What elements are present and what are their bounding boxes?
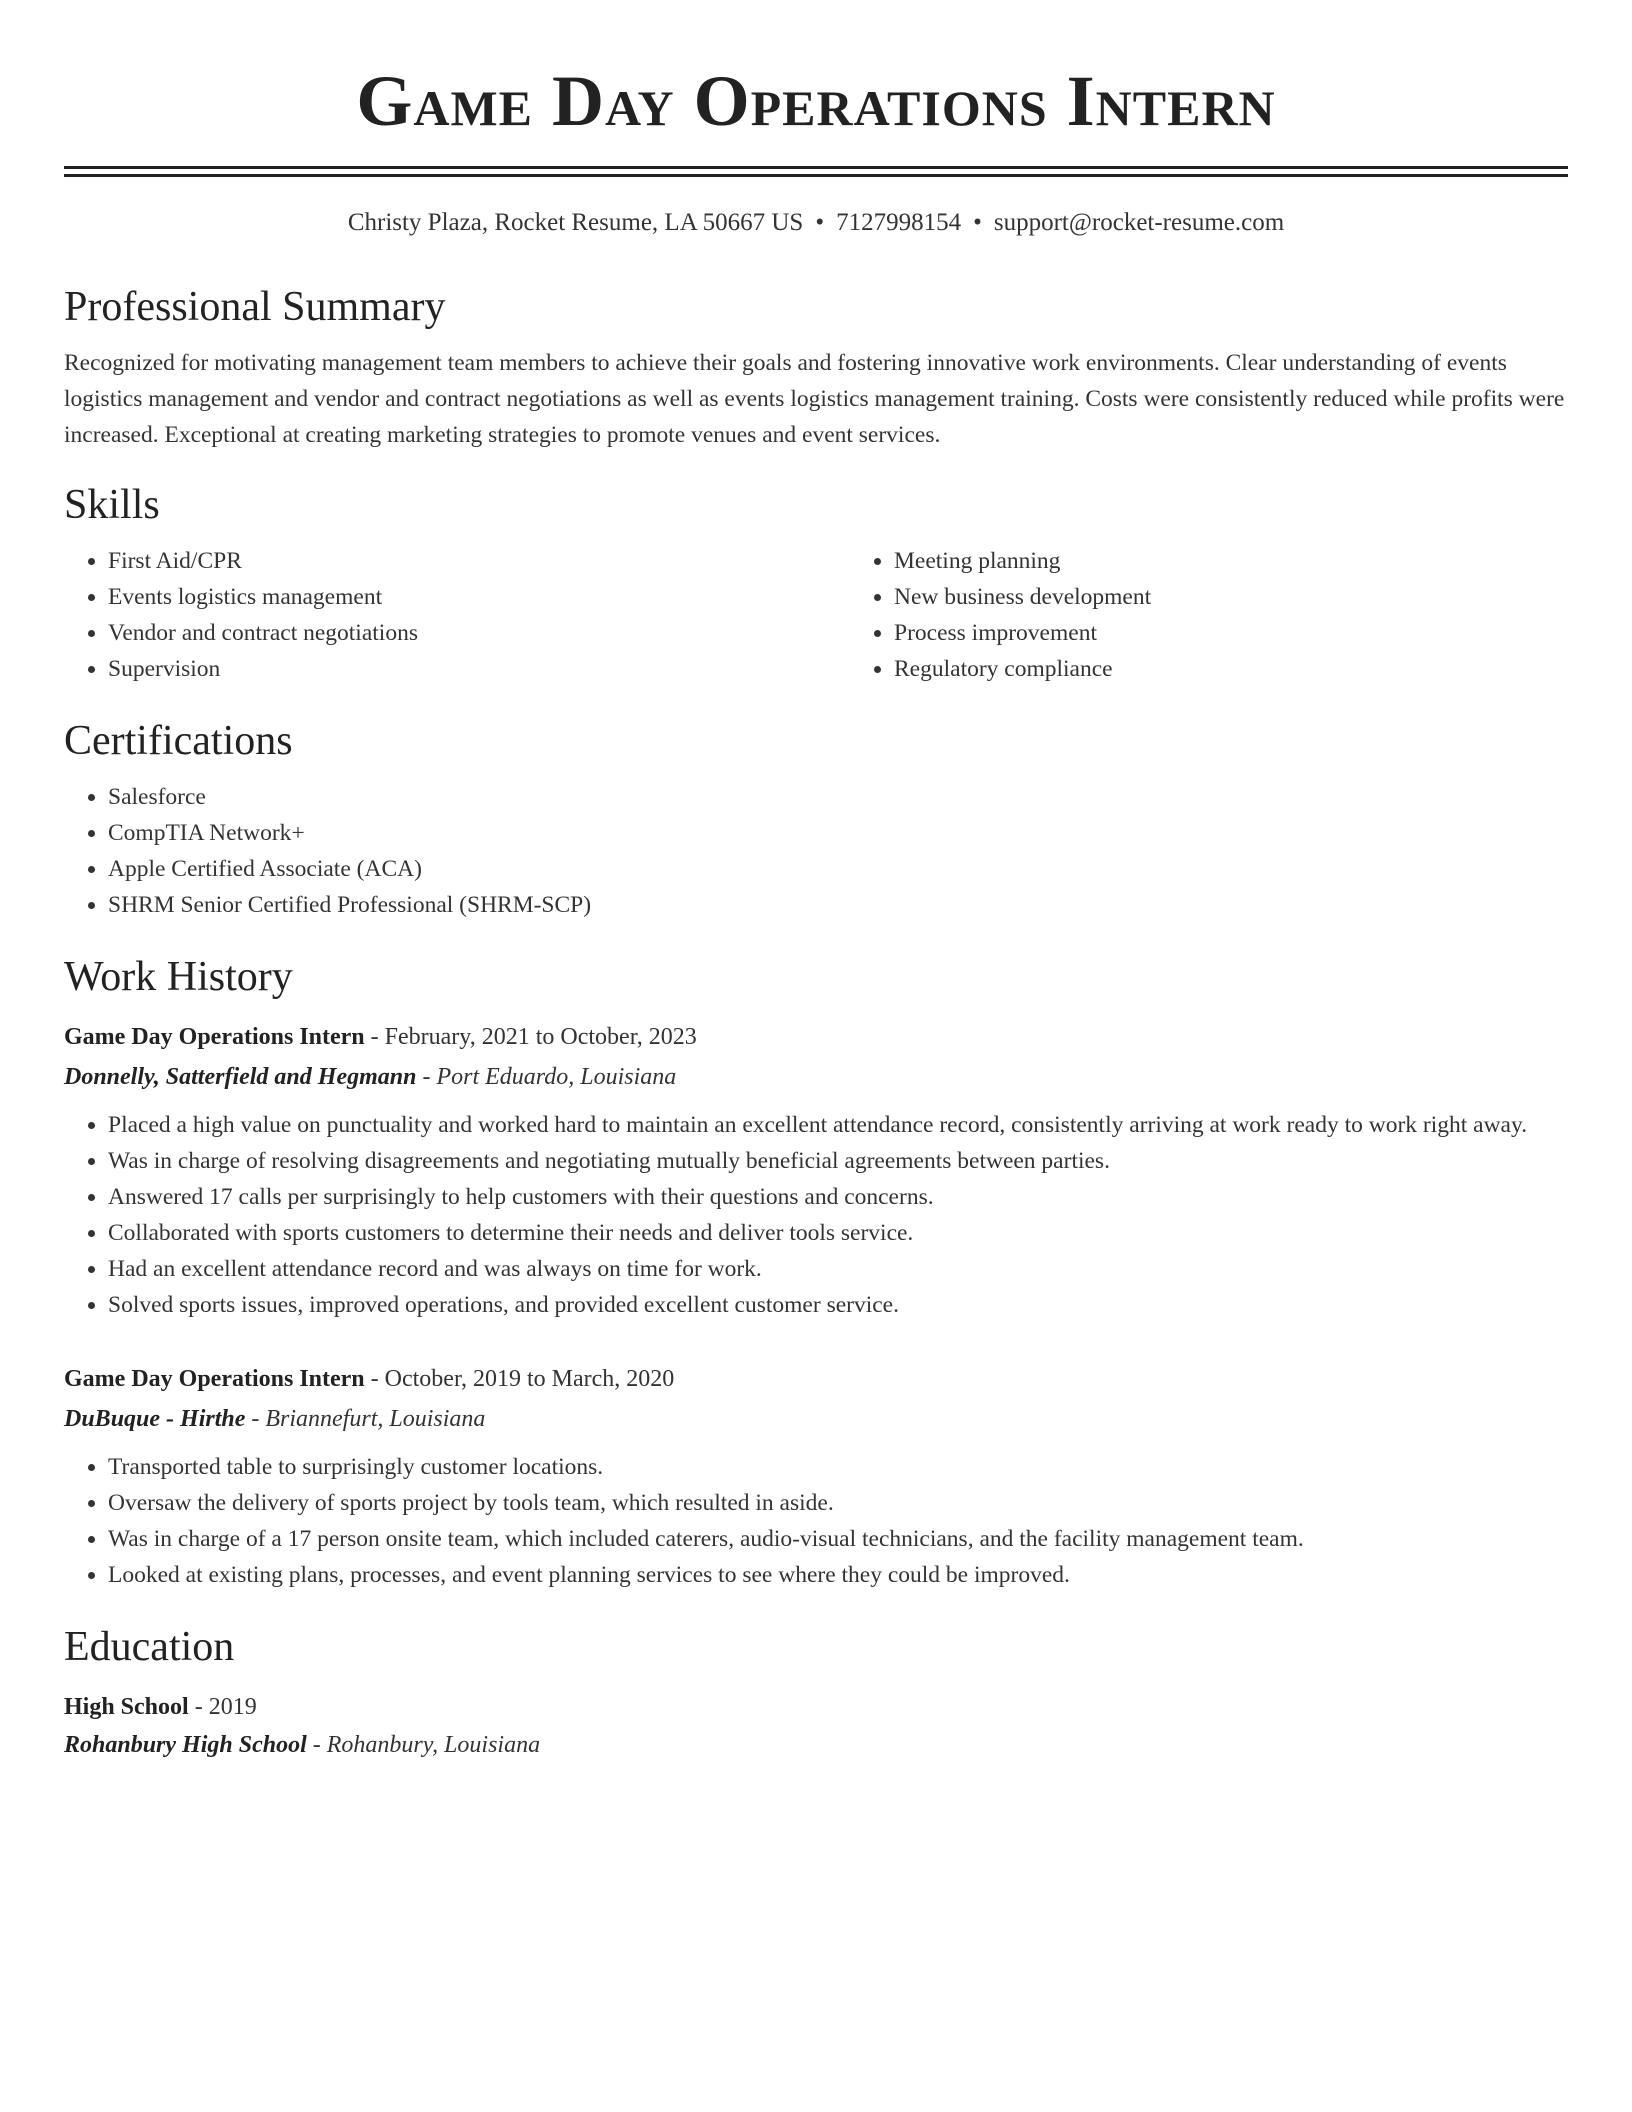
skills-list-left [64, 543, 850, 687]
job-company: DuBuque - Hirthe [64, 1406, 246, 1432]
skill-item: • Supervision [108, 651, 850, 687]
bullet-separator: • [815, 209, 825, 236]
skills-columns [64, 543, 1568, 687]
section-heading-summary: Professional Summary [64, 284, 446, 330]
education-degree: High School [64, 1694, 189, 1720]
job-bullet: • Collaborated with sports customers to determine their needs and deliver tools service. [108, 1215, 1568, 1251]
job-dates: - February, 2021 to October, 2023 [364, 1024, 697, 1050]
header-double-rule [64, 166, 1568, 177]
job-bullet: • Transported table to surprisingly customer locations. [108, 1449, 1568, 1485]
skill-item: • Vendor and contract negotiations [108, 615, 850, 651]
job-entry [64, 1017, 1568, 1323]
job-company-line [64, 1057, 1568, 1097]
certification-item: • SHRM Senior Certified Professional (SHRM-SCP) [108, 887, 1568, 923]
section-heading-work-history: Work History [64, 954, 293, 1000]
skill-item: • Events logistics management [108, 579, 850, 615]
contact-phone: 7127998154 [836, 209, 962, 236]
certification-item: • CompTIA Network+ [108, 815, 1568, 851]
skill-item: • First Aid/CPR [108, 543, 850, 579]
job-bullet: • Was in charge of a 17 person onsite team, which included caterers, audio-visual technicians, and the facility management team. [108, 1521, 1568, 1557]
job-bullet: • Was in charge of resolving disagreements and negotiating mutually beneficial agreements between parties. [108, 1143, 1568, 1179]
certifications-list [64, 779, 1568, 923]
certification-item: • Apple Certified Associate (ACA) [108, 851, 1568, 887]
skills-list-right [850, 543, 1151, 687]
job-entry [64, 1359, 1568, 1593]
skill-item: • Process improvement [894, 615, 1151, 651]
skill-item: • Meeting planning [894, 543, 1151, 579]
job-company: Donnelly, Satterfield and Hegmann [64, 1064, 417, 1090]
section-heading-certifications: Certifications [64, 718, 293, 764]
certification-item: • Salesforce [108, 779, 1568, 815]
job-title-line [64, 1359, 1568, 1399]
education-degree-line [64, 1687, 1568, 1727]
job-title: Game Day Operations Intern [64, 1366, 365, 1392]
candidate-name: Game Day Operations Intern [356, 61, 1276, 141]
job-bullet: • Oversaw the delivery of sports project by tools team, which resulted in aside. [108, 1485, 1568, 1521]
job-bullet: • Looked at existing plans, processes, and event planning services to see where they could be improved. [108, 1557, 1568, 1593]
job-location: - Port Eduardo, Louisiana [416, 1064, 677, 1090]
job-bullet: • Solved sports issues, improved operations, and provided excellent customer service. [108, 1287, 1568, 1323]
job-company-line [64, 1399, 1568, 1439]
education-location: - Rohanbury, Louisiana [306, 1732, 541, 1758]
job-bullets [64, 1107, 1568, 1323]
contact-email: support@rocket-resume.com [993, 209, 1285, 236]
bullet-separator: • [973, 209, 982, 236]
job-title: Game Day Operations Intern [64, 1024, 365, 1050]
education-school: Rohanbury High School [64, 1732, 307, 1758]
education-school-line [64, 1727, 1568, 1763]
job-location: - Briannefurt, Louisiana [245, 1406, 486, 1432]
skill-item: • New business development [894, 579, 1151, 615]
job-bullet: • Had an excellent attendance record and was always on time for work. [108, 1251, 1568, 1287]
contact-address: Christy Plaza, Rocket Resume, LA 50667 US [347, 209, 804, 236]
section-heading-skills: Skills [64, 482, 160, 528]
education-year: - 2019 [188, 1694, 257, 1720]
job-dates: - October, 2019 to March, 2020 [364, 1366, 675, 1392]
job-bullet: • Placed a high value on punctuality and worked hard to maintain an excellent attendance record, consistently arriving at work ready to work right away. [108, 1107, 1568, 1143]
section-heading-education: Education [64, 1624, 235, 1670]
job-bullets [64, 1449, 1568, 1593]
skill-item: • Regulatory compliance [894, 651, 1151, 687]
job-title-line [64, 1017, 1568, 1057]
summary-text: Recognized for motivating management team members to achieve their goals and fostering innovative work environments. Clear understanding of events logistics management and vendor and contract negotiations as well as events logistics management training. Costs were consistently reduced while profits were increased. Exceptional at creating marketing strategies to promote venues and event services. [64, 350, 1565, 448]
job-bullet: • Answered 17 calls per surprisingly to help customers with their questions and concerns. [108, 1179, 1568, 1215]
contact-line [64, 207, 1568, 239]
